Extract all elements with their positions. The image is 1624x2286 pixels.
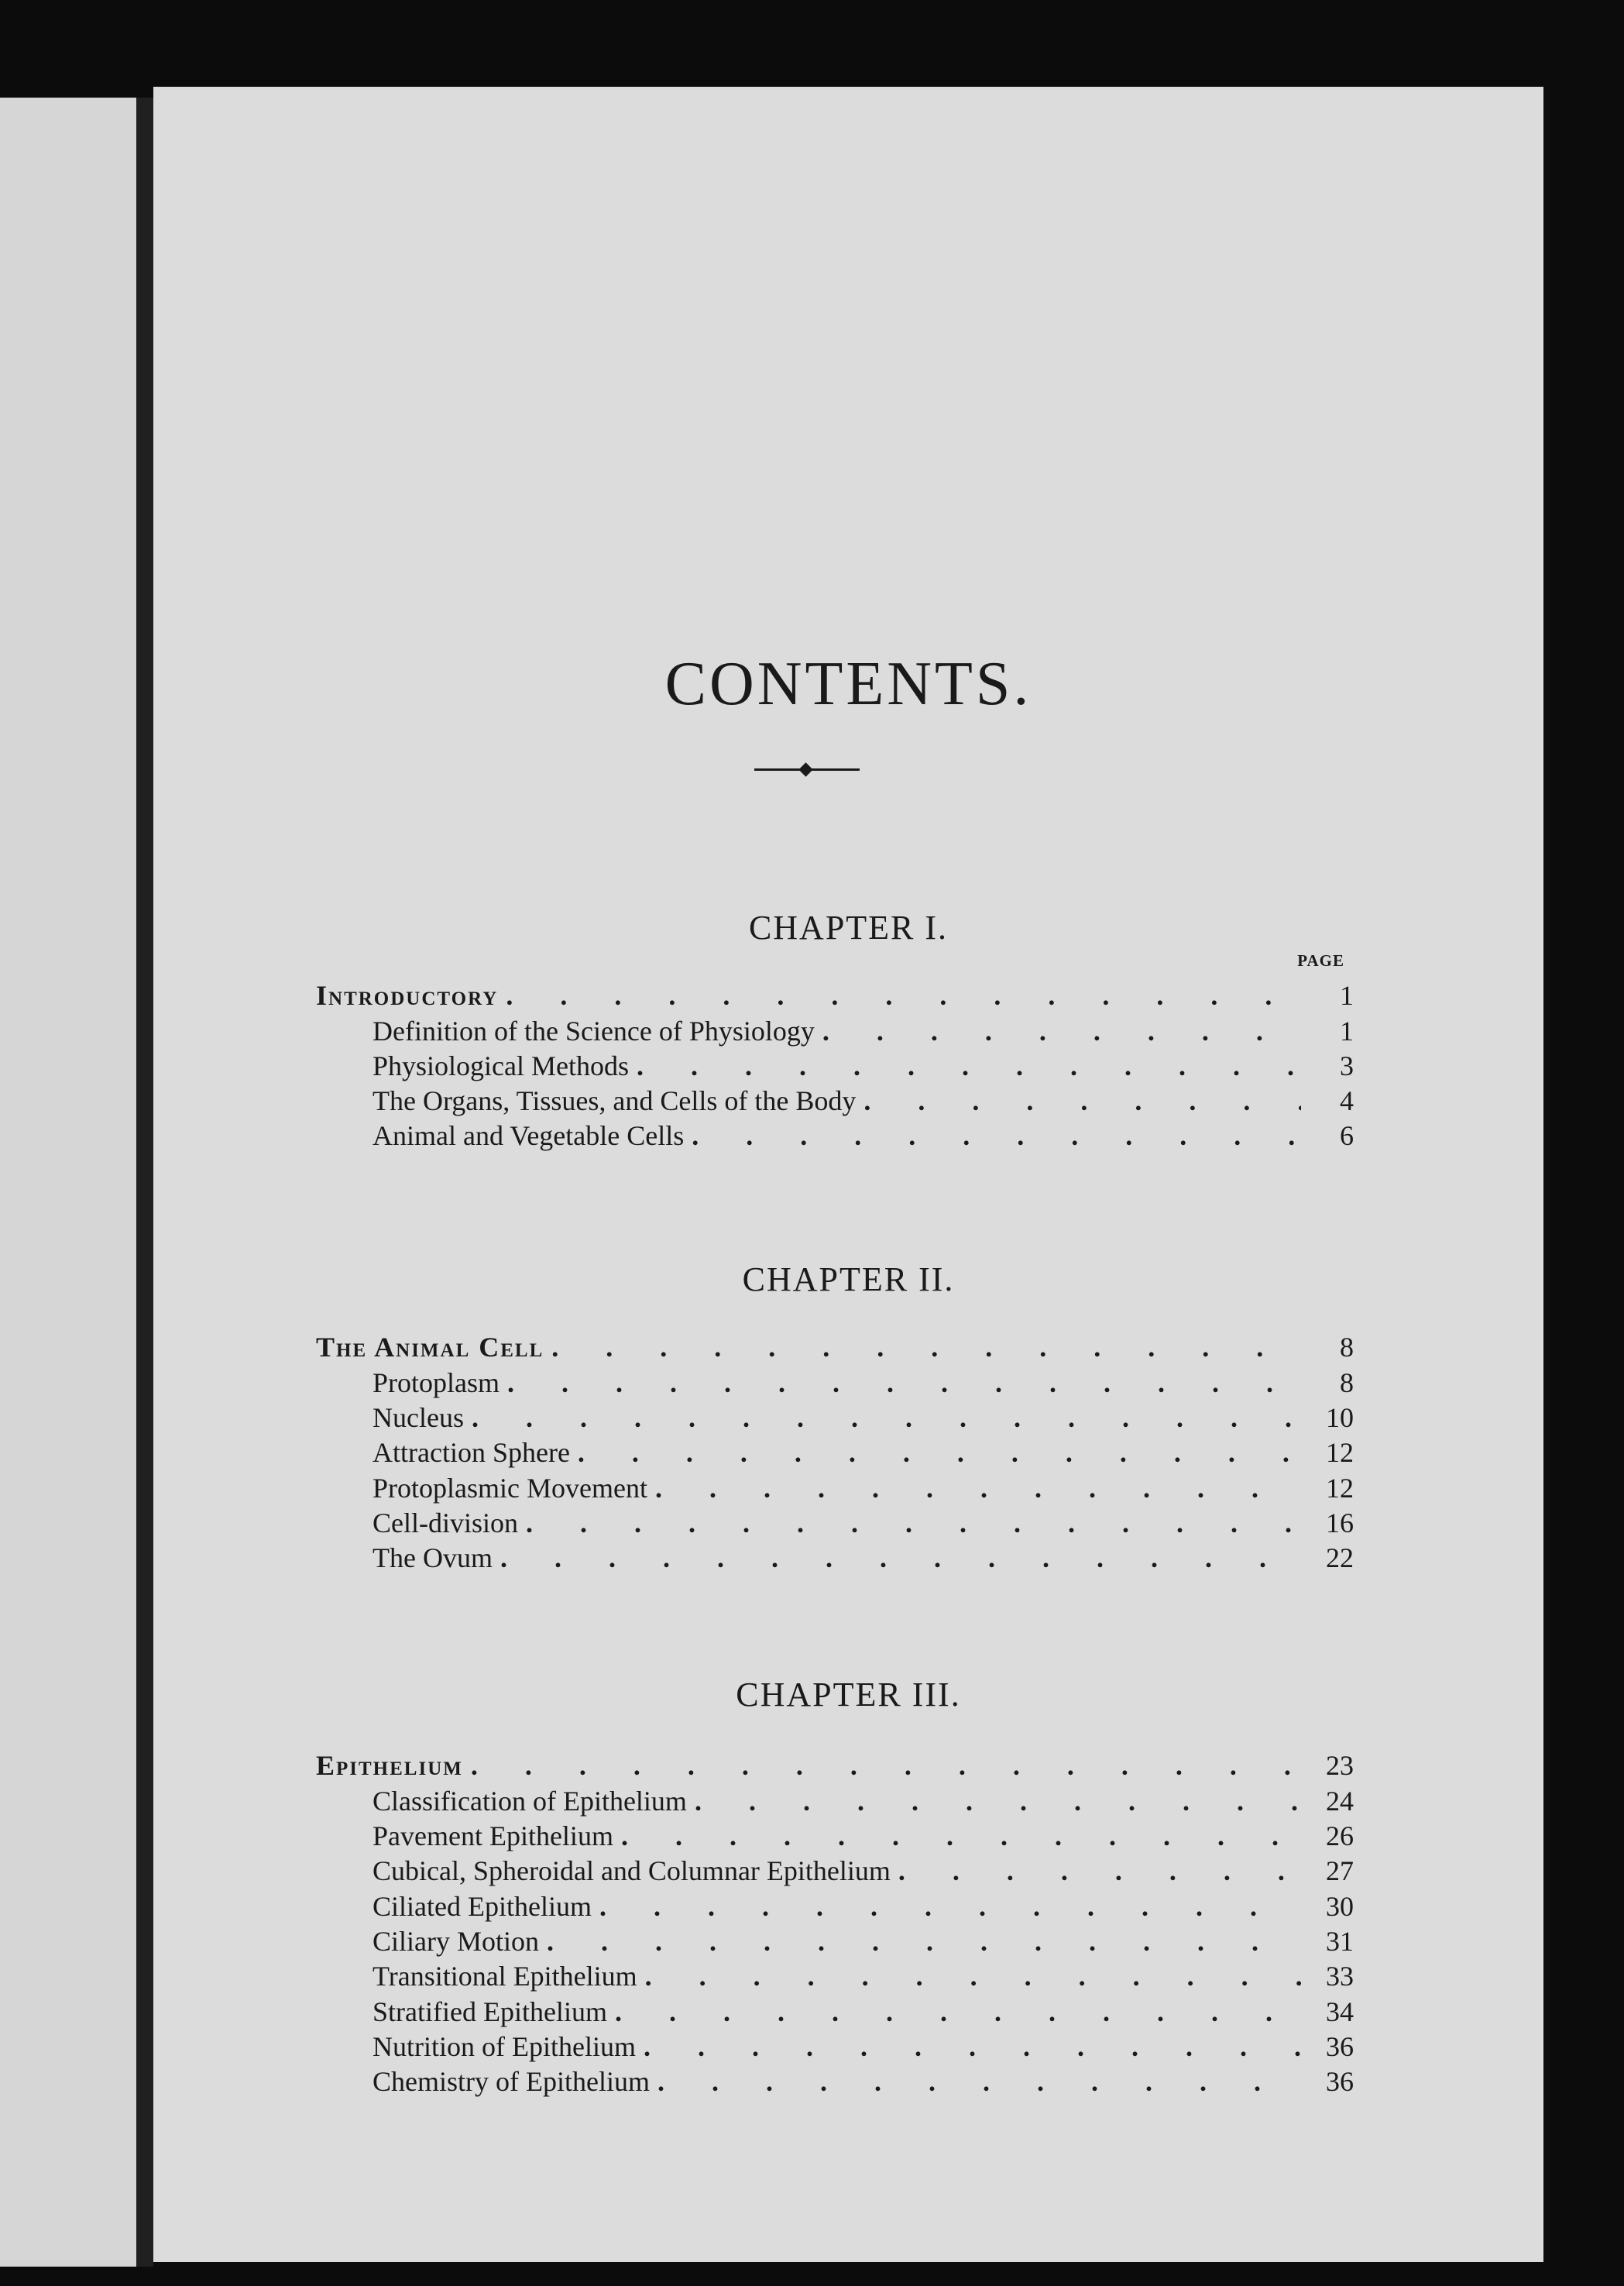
chapter-heading: CHAPTER I.: [748, 909, 949, 947]
toc-entry-title: Classification of Epithelium: [373, 1786, 687, 1817]
toc-entry-page: 10: [1326, 1402, 1354, 1433]
toc-entry-title: Nutrition of Epithelium: [373, 2031, 636, 2062]
toc-entry[interactable]: [373, 1820, 1354, 1855]
toc-entry-title: The Ovum: [373, 1542, 493, 1573]
toc-entry[interactable]: [373, 1507, 1354, 1542]
toc-entry[interactable]: [373, 1890, 1354, 1926]
toc-entry[interactable]: [373, 1015, 1354, 1050]
dot-leader: [655, 1472, 1301, 1504]
toc-entry-page: 24: [1326, 1786, 1354, 1817]
toc-entry-title: Epithelium: [316, 1750, 463, 1781]
toc-entry[interactable]: [316, 979, 1354, 1015]
toc-entry[interactable]: [373, 1401, 1354, 1437]
toc-entry[interactable]: [373, 1855, 1354, 1890]
toc-entry-page: 26: [1326, 1820, 1354, 1851]
toc-entry-title: Protoplasmic Movement: [373, 1473, 647, 1504]
dot-leader: [599, 1890, 1301, 1923]
toc-entry-page: 34: [1326, 1996, 1354, 2027]
book-spine: [136, 98, 153, 2267]
toc-entry-title: Physiological Methods: [373, 1050, 629, 1081]
toc-entry-page: 16: [1326, 1507, 1354, 1538]
toc-entry[interactable]: [373, 2030, 1354, 2066]
dot-leader: [645, 1960, 1301, 1992]
toc-entry-page: 8: [1340, 1332, 1354, 1363]
dot-leader: [864, 1085, 1301, 1117]
toc-entry-title: Cell-division: [373, 1507, 518, 1538]
dot-leader: [547, 1925, 1301, 1958]
toc-entry-page: 31: [1326, 1926, 1354, 1957]
toc-entry-page: 1: [1340, 980, 1354, 1011]
chapter-heading: CHAPTER II.: [742, 1260, 955, 1298]
toc-entry-page: 30: [1326, 1891, 1354, 1922]
toc-entry-page: 1: [1340, 1016, 1354, 1047]
toc-entry-title: Chemistry of Epithelium: [373, 2066, 650, 2097]
toc-entry[interactable]: [373, 1472, 1354, 1507]
dot-leader: [500, 1542, 1301, 1574]
toc-entry-page: 3: [1340, 1050, 1354, 1081]
dot-leader: [637, 1050, 1301, 1082]
dot-leader: [822, 1015, 1301, 1047]
toc-entry-page: 27: [1326, 1855, 1354, 1886]
toc-entry-title: Protoplasm: [373, 1367, 500, 1398]
toc-entry-page: 33: [1326, 1961, 1354, 1992]
toc-entry-title: Ciliated Epithelium: [373, 1891, 592, 1922]
toc-entry[interactable]: [373, 2065, 1354, 2101]
contents-page: [153, 87, 1543, 2262]
toc-entry[interactable]: [373, 1925, 1354, 1961]
toc-entry[interactable]: [373, 1050, 1354, 1085]
toc-entry[interactable]: [316, 1749, 1354, 1785]
dot-leader: [644, 2030, 1301, 2063]
toc-entry-title: The Animal Cell: [316, 1332, 544, 1363]
toc-entry-title: Attraction Sphere: [373, 1437, 570, 1468]
toc-entry-page: 36: [1326, 2031, 1354, 2062]
left-page-edge: [0, 98, 139, 2267]
toc-entry-title: Animal and Vegetable Cells: [373, 1120, 685, 1151]
dot-leader: [621, 1820, 1301, 1852]
toc-entry[interactable]: [316, 1331, 1354, 1366]
dot-leader: [472, 1401, 1301, 1434]
toc-entry-title: Introductory: [316, 980, 499, 1011]
dot-leader: [471, 1749, 1301, 1782]
page-title: CONTENTS.: [664, 650, 1032, 718]
toc-entry[interactable]: [373, 1542, 1354, 1577]
toc-entry[interactable]: [373, 1996, 1354, 2031]
toc-entry-title: Transitional Epithelium: [373, 1961, 637, 1992]
dot-leader: [692, 1119, 1301, 1152]
toc-entry-page: 4: [1340, 1085, 1354, 1116]
toc-entry[interactable]: [373, 1436, 1354, 1472]
dot-leader: [506, 979, 1301, 1012]
toc-entry-title: Nucleus: [373, 1402, 464, 1433]
toc-entry[interactable]: [373, 1085, 1354, 1120]
toc-entry-page: 22: [1326, 1542, 1354, 1573]
toc-entry-page: 6: [1340, 1120, 1354, 1151]
divider-ornament: [754, 764, 860, 775]
dot-leader: [615, 1996, 1301, 2028]
toc-entry-title: Stratified Epithelium: [373, 1996, 607, 2027]
dot-leader: [578, 1436, 1301, 1469]
toc-entry-page: 23: [1326, 1750, 1354, 1781]
toc-entry-page: 8: [1340, 1367, 1354, 1398]
dot-leader: [507, 1366, 1301, 1399]
toc-entry[interactable]: [373, 1960, 1354, 1996]
toc-entry-page: 36: [1326, 2066, 1354, 2097]
dot-leader: [551, 1331, 1301, 1363]
chapter-heading: CHAPTER III.: [736, 1676, 961, 1714]
toc-entry[interactable]: [373, 1119, 1354, 1155]
toc-entry[interactable]: [373, 1785, 1354, 1820]
dot-leader: [695, 1785, 1301, 1817]
dot-leader: [898, 1855, 1301, 1887]
toc-entry-title: Definition of the Science of Physiology: [373, 1016, 815, 1047]
toc-entry-title: The Organs, Tissues, and Cells of the Body: [373, 1085, 857, 1116]
toc-entry-page: 12: [1326, 1437, 1354, 1468]
toc-entry-title: Pavement Epithelium: [373, 1820, 613, 1851]
dot-leader: [526, 1507, 1301, 1539]
toc-entry-title: Cubical, Spheroidal and Columnar Epithelium: [373, 1855, 891, 1886]
dot-leader: [657, 2065, 1301, 2098]
toc-entry-page: 12: [1326, 1473, 1354, 1504]
toc-entry[interactable]: [373, 1366, 1354, 1402]
page-column-label: PAGE: [1297, 951, 1344, 970]
toc-entry-title: Ciliary Motion: [373, 1926, 539, 1957]
